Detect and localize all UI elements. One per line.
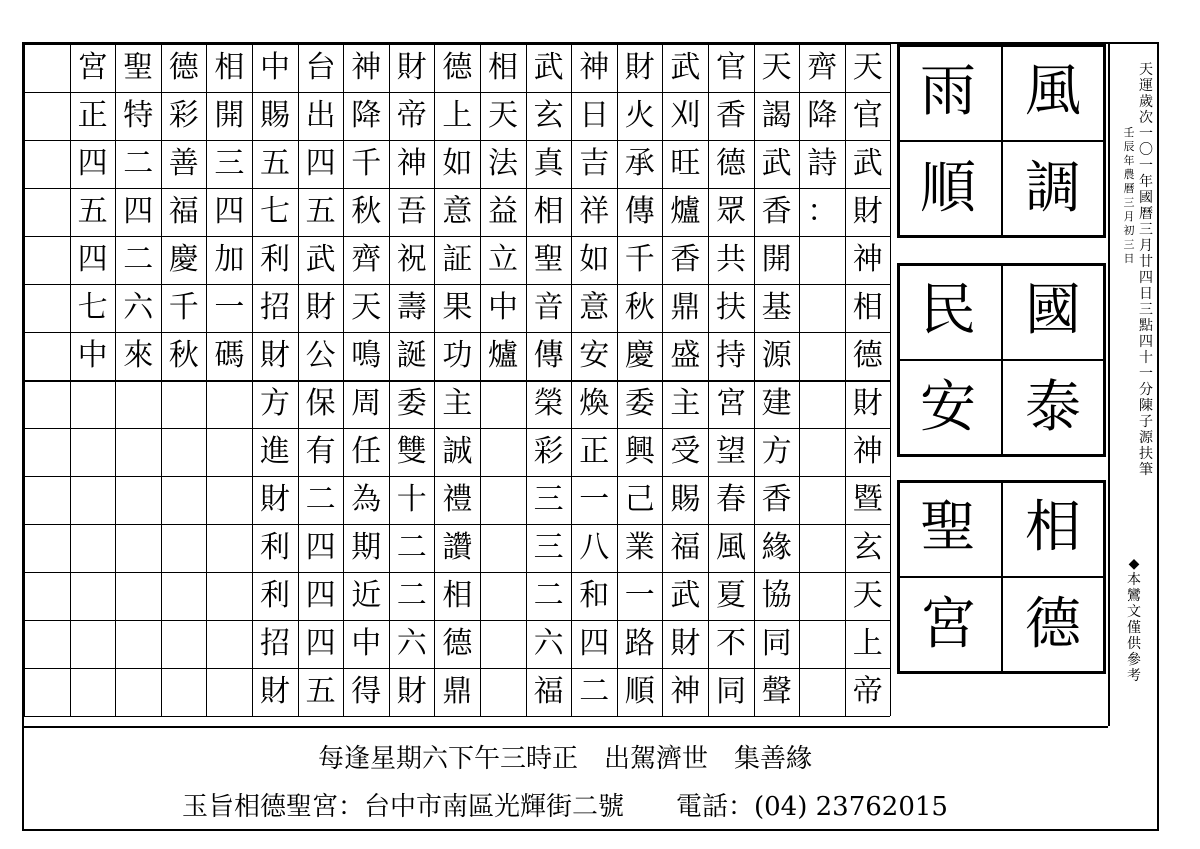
blessing-char: 安 (920, 375, 976, 440)
poem-char: 四 (579, 626, 610, 661)
poem-char: 香 (761, 482, 792, 517)
poem-char: 和 (579, 578, 610, 613)
poem-char: 共 (716, 242, 746, 277)
blessing-char: 民 (920, 278, 976, 343)
blessing-char: 德 (1025, 592, 1081, 657)
poem-char (161, 429, 207, 475)
poem-char: 玄 (852, 530, 883, 565)
poem-char: 財 (260, 338, 290, 373)
poem-char: 天 (351, 290, 382, 325)
poem-char: 委 (624, 386, 655, 421)
poem-char: 業 (624, 530, 655, 565)
poem-char: 神 (670, 674, 701, 709)
poem-char: 神 (579, 50, 610, 85)
poem-char: 開 (214, 98, 245, 133)
grid-line (24, 716, 890, 717)
poem-char (24, 669, 70, 715)
poem-char: 二 (396, 530, 427, 565)
poem-char: 日 (579, 98, 610, 133)
poem-char: 四 (305, 530, 336, 565)
poem-char: 天 (488, 98, 518, 133)
poem-char: 四 (77, 146, 108, 181)
poem-char: 官 (852, 98, 883, 133)
poem-char: 五 (77, 194, 108, 229)
poem-char: 財 (396, 674, 427, 709)
poem-char: 任 (351, 434, 382, 469)
poem-char: 旺 (670, 146, 701, 181)
poem-char: 相 (533, 194, 564, 229)
poem-char: 財 (670, 626, 701, 661)
poem-char: 二 (579, 674, 610, 709)
poem-char: 利 (260, 578, 290, 613)
poem-char (70, 429, 116, 475)
poem-char (799, 669, 845, 715)
poem-char: 香 (670, 242, 701, 277)
poem-char (206, 525, 252, 571)
poem-char: 三 (533, 482, 564, 517)
poem-char: 眾 (716, 194, 746, 229)
poem-char: 千 (624, 242, 655, 277)
poem-char: 六 (123, 290, 154, 325)
side-note-divider (1108, 42, 1110, 726)
poem-char: 宮 (716, 386, 746, 421)
poem-char: 鼎 (442, 674, 473, 709)
poem-char: 玄 (533, 98, 564, 133)
poem-char: 近 (351, 578, 382, 613)
poem-char (161, 477, 207, 523)
poem-char (24, 285, 70, 331)
poem-char (161, 669, 207, 715)
poem-char: 武 (670, 50, 701, 85)
poem-char: 興 (624, 434, 655, 469)
poem-char: 方 (260, 386, 290, 421)
poem-char: 如 (442, 146, 473, 181)
poem-char: 二 (396, 578, 427, 613)
poem-char: 望 (716, 434, 746, 469)
poem-char: 秋 (168, 338, 199, 373)
poem-char: 詩 (807, 146, 838, 181)
poem-char: 公 (305, 338, 336, 373)
poem-char: 二 (305, 482, 336, 517)
poem-char: 神 (852, 434, 883, 469)
poem-char: 路 (624, 626, 655, 661)
poem-char: 十 (396, 482, 427, 517)
poem-char: 得 (351, 674, 382, 709)
poem-char: 祝 (396, 242, 427, 277)
poem-char: 四 (305, 578, 336, 613)
poem-char: 主 (442, 386, 473, 421)
poem-char: 降 (351, 98, 382, 133)
poem-char: 為 (351, 482, 382, 517)
poem-char (70, 477, 116, 523)
poem-char: 意 (442, 194, 473, 229)
poem-char (70, 525, 116, 571)
poem-char (799, 285, 845, 331)
blessing-char: 國 (1025, 278, 1081, 343)
poem-char: 二 (533, 578, 564, 613)
poem-char: 中 (260, 50, 290, 85)
poem-char: 福 (168, 194, 199, 229)
poem-char: 禮 (442, 482, 473, 517)
poem-char (115, 525, 161, 571)
footer-address-phone: 玉旨相德聖宮：台中市南區光輝街二號 電話：(04) 23762015 (182, 792, 948, 822)
poem-char: 三 (533, 530, 564, 565)
poem-char: 財 (396, 50, 427, 85)
poem-char (24, 573, 70, 619)
poem-char: 香 (716, 98, 746, 133)
poem-char: 同 (716, 674, 746, 709)
poem-char: 武 (533, 50, 564, 85)
poem-char (799, 429, 845, 475)
poem-char: 宮 (77, 50, 108, 85)
poem-char: 有 (305, 434, 336, 469)
poem-char (206, 477, 252, 523)
poem-char: 官 (716, 50, 746, 85)
poem-char (206, 429, 252, 475)
poem-char (70, 621, 116, 667)
poem-char (161, 525, 207, 571)
poem-char: 不 (716, 626, 746, 661)
blessing-char: 泰 (1025, 375, 1081, 440)
poem-char: 財 (852, 194, 883, 229)
poem-char (70, 669, 116, 715)
poem-char: 利 (260, 242, 290, 277)
poem-char: ： (807, 194, 838, 229)
poem-char: 進 (260, 434, 290, 469)
poem-char: 開 (761, 242, 792, 277)
poem-char: 四 (305, 626, 336, 661)
poem-char: 刈 (670, 98, 701, 133)
poem-char: 六 (396, 626, 427, 661)
poem-char: 福 (533, 674, 564, 709)
poem-char: 三 (214, 146, 245, 181)
poem-char (480, 477, 526, 523)
poem-char: 相 (214, 50, 245, 85)
poem-char: 七 (260, 194, 290, 229)
poem-char (70, 381, 116, 427)
poem-char: 千 (168, 290, 199, 325)
poem-char (206, 621, 252, 667)
poem-char: 四 (305, 146, 336, 181)
poem-char: 如 (579, 242, 610, 277)
poem-char (115, 477, 161, 523)
poem-char: 上 (852, 626, 883, 661)
poem-char: 二 (123, 242, 154, 277)
poem-char: 緣 (761, 530, 792, 565)
poem-char: 武 (305, 242, 336, 277)
poem-char: 加 (214, 242, 245, 277)
poem-char: 財 (852, 386, 883, 421)
poem-char: 五 (305, 194, 336, 229)
poem-char (480, 573, 526, 619)
poem-char: 四 (214, 194, 245, 229)
poem-char: 中 (77, 338, 108, 373)
poem-char: 風 (716, 530, 746, 565)
poem-char (24, 237, 70, 283)
poem-char: 秋 (624, 290, 655, 325)
poem-char: 德 (168, 50, 199, 85)
poem-char: 吾 (396, 194, 427, 229)
poem-char: 六 (533, 626, 564, 661)
poem-char: 賜 (670, 482, 701, 517)
footer-service-time: 每逢星期六下午三時正 出駕濟世 集善緣 (317, 744, 812, 774)
poem-char: 神 (396, 146, 427, 181)
poem-char (206, 381, 252, 427)
poem-char (24, 621, 70, 667)
poem-char: 周 (351, 386, 382, 421)
poem-char: 火 (624, 98, 655, 133)
poem-char: 齊 (351, 242, 382, 277)
poem-char (115, 669, 161, 715)
poem-char: 誕 (396, 338, 427, 373)
side-note-lunar-date: 壬辰年農曆三月初三日 (1123, 126, 1135, 265)
poem-char: 期 (351, 530, 382, 565)
poem-char: 武 (852, 146, 883, 181)
poem-char: 慶 (624, 338, 655, 373)
poem-char: 一 (579, 482, 610, 517)
poem-char: 盛 (670, 338, 701, 373)
poem-char: 神 (351, 50, 382, 85)
poem-char: 建 (761, 386, 792, 421)
poem-char (24, 189, 70, 235)
poem-char: 齊 (807, 50, 838, 85)
poem-char: 傳 (533, 338, 564, 373)
poem-char: 財 (260, 674, 290, 709)
poem-char: 法 (488, 146, 518, 181)
poem-char: 受 (670, 434, 701, 469)
poem-char: 德 (442, 626, 473, 661)
poem-char (480, 525, 526, 571)
blessing-char: 調 (1025, 156, 1081, 221)
poem-char: 聲 (761, 674, 792, 709)
poem-char: 武 (670, 578, 701, 613)
poem-char: 降 (807, 98, 838, 133)
poem-char: 益 (488, 194, 518, 229)
poem-char: 德 (852, 338, 883, 373)
poem-char: 鼎 (670, 290, 701, 325)
poem-char (24, 429, 70, 475)
poem-char: 五 (260, 146, 290, 181)
poem-char (70, 573, 116, 619)
poem-char: 招 (260, 290, 290, 325)
poem-char: 一 (624, 578, 655, 613)
poem-char: 謁 (761, 98, 792, 133)
poem-char (115, 621, 161, 667)
poem-char: 神 (852, 242, 883, 277)
poem-char: 順 (624, 674, 655, 709)
poem-char: 聖 (123, 50, 154, 85)
poem-char (480, 669, 526, 715)
poem-char: 讚 (442, 530, 473, 565)
poem-char: 誠 (442, 434, 473, 469)
blessing-char: 雨 (920, 59, 976, 124)
poem-char: 天 (852, 578, 883, 613)
poem-char (161, 381, 207, 427)
poem-char (480, 429, 526, 475)
poem-char: 福 (670, 530, 701, 565)
poem-char (206, 573, 252, 619)
poem-char: 慶 (168, 242, 199, 277)
poem-char: 千 (351, 146, 382, 181)
poem-char: 安 (579, 338, 610, 373)
poem-char: 暨 (852, 482, 883, 517)
poem-char: 賜 (260, 98, 290, 133)
poem-char: 己 (624, 482, 655, 517)
poem-char: 中 (488, 290, 518, 325)
blessing-char: 聖 (920, 495, 976, 560)
blessing-char: 宮 (920, 592, 976, 657)
poem-char: 扶 (716, 290, 746, 325)
poem-char: 同 (761, 626, 792, 661)
poem-char: 立 (488, 242, 518, 277)
poem-char: 天 (761, 50, 792, 85)
poem-char: 鳴 (351, 338, 382, 373)
poem-char: 五 (305, 674, 336, 709)
poem-char: 碼 (214, 338, 245, 373)
poem-char (24, 45, 70, 91)
poem-char: 承 (624, 146, 655, 181)
side-note-disclaimer: ◆本鸞文僅供參考 (1127, 556, 1141, 684)
poem-char: 招 (260, 626, 290, 661)
poem-char: 聖 (533, 242, 564, 277)
poem-char: 傳 (624, 194, 655, 229)
poem-char (799, 237, 845, 283)
poem-char: 基 (761, 290, 792, 325)
poem-char (799, 525, 845, 571)
poem-char: 相 (488, 50, 518, 85)
poem-char: 財 (260, 482, 290, 517)
poem-char: 証 (442, 242, 473, 277)
poem-char (24, 525, 70, 571)
poem-char: 方 (761, 434, 792, 469)
poem-char: 來 (123, 338, 154, 373)
poem-char: 秋 (351, 194, 382, 229)
poem-char: 天 (852, 50, 883, 85)
poem-char: 春 (716, 482, 746, 517)
poem-char: 出 (305, 98, 336, 133)
poem-char: 雙 (396, 434, 427, 469)
poem-char (24, 381, 70, 427)
poem-char: 台 (305, 50, 336, 85)
poem-char: 彩 (168, 98, 199, 133)
poem-char: 武 (761, 146, 792, 181)
poem-char: 善 (168, 146, 199, 181)
poem-char (24, 333, 70, 379)
poem-char (115, 573, 161, 619)
poem-char (799, 381, 845, 427)
poem-char (799, 621, 845, 667)
poem-char: 彩 (533, 434, 564, 469)
blessing-char: 風 (1025, 59, 1081, 124)
poem-char: 保 (305, 386, 336, 421)
poem-char: 相 (852, 290, 883, 325)
blessing-char: 相 (1025, 495, 1081, 560)
poem-char: 四 (123, 194, 154, 229)
poem-char: 持 (716, 338, 746, 373)
poem-char: 中 (351, 626, 382, 661)
poem-char: 正 (77, 98, 108, 133)
poem-char: 四 (77, 242, 108, 277)
poem-char (161, 573, 207, 619)
poem-char: 二 (123, 146, 154, 181)
poem-char: 財 (305, 290, 336, 325)
poem-char: 源 (761, 338, 792, 373)
poem-char: 爐 (670, 194, 701, 229)
poem-char: 意 (579, 290, 610, 325)
poem-char (115, 381, 161, 427)
poem-char: 榮 (533, 386, 564, 421)
poem-char: 特 (123, 98, 154, 133)
poem-char: 德 (716, 146, 746, 181)
poem-char (24, 141, 70, 187)
blessing-char: 順 (920, 156, 976, 221)
poem-char (799, 333, 845, 379)
poem-char: 夏 (716, 578, 746, 613)
poem-char: 祥 (579, 194, 610, 229)
poem-char (24, 477, 70, 523)
poem-char: 委 (396, 386, 427, 421)
poem-char: 真 (533, 146, 564, 181)
poem-char: 一 (214, 290, 245, 325)
poem-char (161, 621, 207, 667)
poem-char: 正 (579, 434, 610, 469)
poem-char: 帝 (852, 674, 883, 709)
poem-char: 吉 (579, 146, 610, 181)
poem-char (206, 669, 252, 715)
poem-char: 八 (579, 530, 610, 565)
poem-char: 音 (533, 290, 564, 325)
poem-char: 德 (442, 50, 473, 85)
poem-char: 財 (624, 50, 655, 85)
side-note-date-author: 天運歲次一〇一年國曆三月廿四日三點四十一分陳子源扶筆 (1139, 62, 1153, 478)
poem-char (480, 381, 526, 427)
poem-char (799, 477, 845, 523)
poem-char: 主 (670, 386, 701, 421)
poem-char: 上 (442, 98, 473, 133)
poem-char (799, 573, 845, 619)
poem-char (480, 621, 526, 667)
poem-char: 帝 (396, 98, 427, 133)
poem-char: 相 (442, 578, 473, 613)
poem-char: 香 (761, 194, 792, 229)
poem-char: 功 (442, 338, 473, 373)
poem-char: 七 (77, 290, 108, 325)
footer-divider (22, 726, 1108, 728)
poem-char: 果 (442, 290, 473, 325)
poem-char: 爐 (488, 338, 518, 373)
poem-char (24, 93, 70, 139)
poem-char: 壽 (396, 290, 427, 325)
poem-char: 協 (761, 578, 792, 613)
poem-char: 利 (260, 530, 290, 565)
poem-char: 煥 (579, 386, 610, 421)
poem-char (115, 429, 161, 475)
